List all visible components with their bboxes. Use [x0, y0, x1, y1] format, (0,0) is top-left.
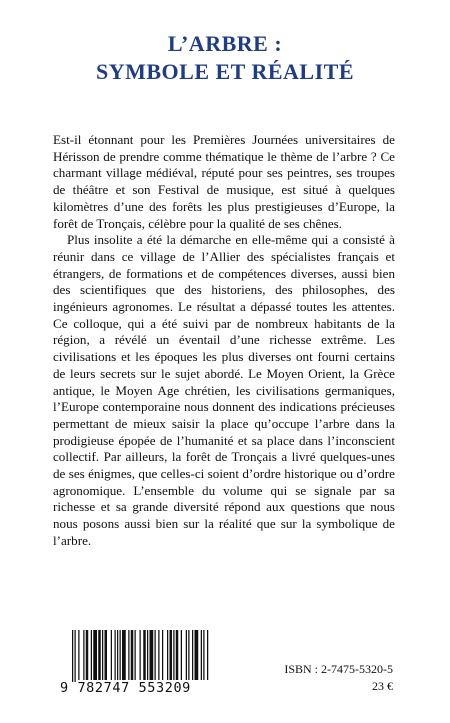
barcode-bar: [158, 630, 159, 680]
barcode-bar: [131, 630, 134, 680]
barcode-bar: [192, 630, 193, 680]
barcode-bar: [170, 630, 173, 680]
barcode-bar: [128, 630, 129, 680]
barcode-bar: [78, 630, 79, 680]
barcode-bar: [155, 630, 156, 680]
barcode-bar: [98, 630, 101, 680]
barcode-bar: [186, 630, 187, 680]
barcode-bar: [122, 630, 126, 680]
barcode-bar: [162, 630, 163, 680]
barcode-bar: [91, 630, 92, 680]
barcode: [60, 630, 218, 704]
barcode-bar: [111, 630, 112, 680]
barcode-bar: [188, 630, 189, 680]
barcode-bar: [93, 630, 97, 680]
barcode-bar: [203, 630, 204, 680]
barcode-bar: [72, 630, 73, 682]
barcode-bar: [120, 630, 121, 680]
barcode-bar: [115, 630, 116, 680]
back-cover-blurb: [53, 132, 395, 550]
isbn-number: ISBN : 2-7475-5320-5: [284, 662, 393, 676]
barcode-digits: 9 782747 553209: [60, 680, 191, 696]
barcode-bar: [140, 630, 141, 680]
barcode-bar: [207, 630, 208, 680]
barcode-bar: [167, 630, 168, 680]
book-title: [0, 30, 450, 86]
barcode-bar: [102, 630, 103, 680]
barcode-bar: [176, 630, 179, 680]
barcode-bar: [173, 630, 174, 680]
barcode-bar: [143, 630, 146, 680]
barcode-bars: [60, 630, 218, 682]
barcode-bar: [181, 630, 182, 680]
barcode-bar: [195, 630, 199, 680]
price: 23 €: [372, 679, 393, 693]
barcode-bar: [201, 630, 202, 680]
barcode-bar: [147, 630, 148, 680]
barcode-bar: [117, 630, 118, 680]
barcode-bar: [150, 630, 154, 680]
barcode-bar: [86, 630, 89, 680]
barcode-bar: [75, 630, 76, 682]
title-line-1: L’ARBRE :: [167, 31, 283, 56]
title-line-2: SYMBOLE ET RÉALITÉ: [95, 59, 354, 84]
barcode-bar: [105, 630, 108, 680]
barcode-bar: [83, 630, 84, 680]
barcode-bar: [135, 630, 136, 680]
blurb-paragraph-2: Plus insolite a été la démarche en elle-même qui a consisté à réunir dans ce village de l’Allier des spécialistes français et étrangers, de formations et de compétences diverses, aussi bien des scientifiques que des historiens, des philosophes, des ingénieurs agronomes. Le résultat a dépassé toutes les attentes. Ce colloque, qui a été suivi par de nombreux habitants de la région, a révélé un éventail d’une richesse extrême. Les civilisations et les époques les plus diverses ont fourni certains de leurs secrets sur le sujet abordé. Le Moyen Orient, la Grèce antique, le Moyen Age chrétien, les civilisations germaniques, l’Europe contemporaine nous donnent des indications précieuses permettant de mieux saisir la place qu’occupe l’arbre dans la prodigieuse épopée de l’humanité et sa place dans l’inconscient collectif. Par ailleurs, la forêt de Tronçais a livré quelques-unes de ses énigmes, que celles-ci soient d’ordre historique ou d’ordre agronomique. L’ensemble du volume qui se signale par sa richesse et sa grande diversité répond aux questions que nous nous posons aussi bien sur la réalité que sur la symbolique de l’arbre.: [53, 232, 395, 548]
blurb-paragraph-1: Est-il étonnant pour les Premières Journées universitaires de Hérisson de prendre comme thématique le thème de l’arbre ? Ce charmant village médiéval, réputé pour ses peintres, ses troupes de théâtre et son Festival de musique, est situé à quelques kilomètres d’une des forêts les plus prestigieuses d’Europe, la forêt de Tronçais, célèbre pour la qualité de ses chênes.: [53, 132, 395, 231]
